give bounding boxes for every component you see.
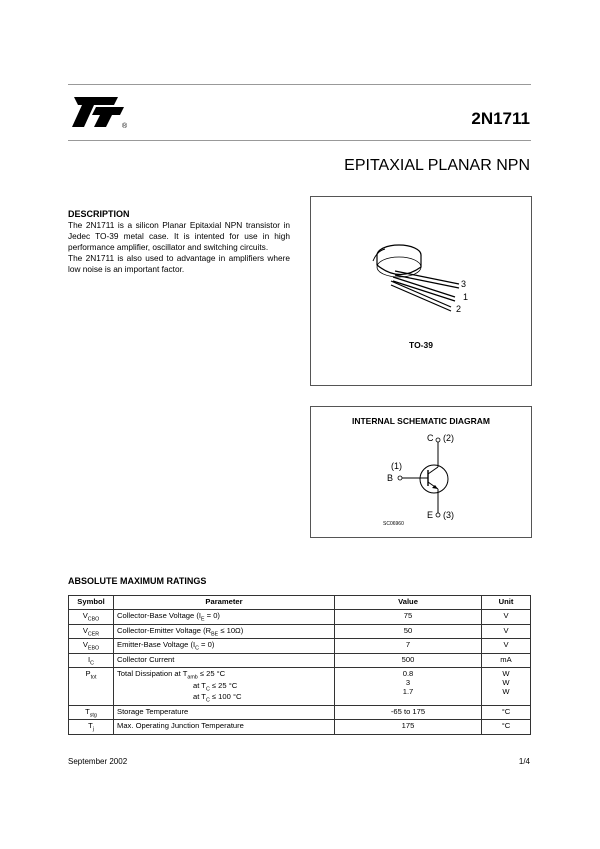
symbol-cell: $T_{stg}$ — [69, 705, 114, 720]
unit-cell: °C — [482, 720, 531, 735]
col-header-symbol: Symbol — [69, 596, 114, 610]
unit-cell: V — [482, 624, 531, 639]
value-cell: -65 to 175 — [335, 705, 482, 720]
value-cell: 500 — [335, 653, 482, 668]
value-cell: 175 — [335, 720, 482, 735]
top-rule — [68, 84, 531, 85]
package-box — [310, 196, 532, 386]
col-header-unit: Unit — [482, 596, 531, 610]
unit-cell: mA — [482, 653, 531, 668]
device-subtitle: EPITAXIAL PLANAR NPN — [344, 157, 530, 174]
st-logo — [68, 95, 130, 131]
svg-text:®: ® — [122, 123, 128, 130]
description-paragraph: The 2N1711 is also used to advantage in amplifiers where low noise is an important factor. — [68, 253, 290, 274]
dissipation-line: at $T_C \le 100$ °C — [193, 692, 242, 704]
package-label: TO-39 — [409, 340, 433, 350]
pin-label: 1 — [463, 292, 469, 302]
unit-cell: °C — [482, 705, 531, 720]
page-number: 1/4 — [518, 757, 530, 766]
symbol-cell: $V_{CBO}$ — [69, 610, 114, 625]
symbol-cell: $I_C$ — [69, 653, 114, 668]
part-number: 2N1711 — [471, 109, 530, 128]
emitter-label: E — [427, 510, 434, 520]
emitter-pin: (3) — [443, 510, 454, 520]
pin-label: 2 — [456, 304, 462, 314]
unit-cell: W W W — [482, 668, 531, 706]
dissipation-line: Total Dissipation at $T_{amb} \le 25$ °C — [117, 669, 226, 681]
base-label: B — [387, 473, 394, 483]
ratings-heading: ABSOLUTE MAXIMUM RATINGS — [68, 576, 207, 586]
col-header-parameter: Parameter — [114, 596, 335, 610]
parameter-cell — [114, 668, 335, 706]
symbol-cell: $T_j$ — [69, 720, 114, 735]
description-paragraph: The 2N1711 is a silicon Planar Epitaxial NPN transistor in Jedec TO-39 metal case. It is intented for use in high performance amplifier, oscillator and switching circuits. — [68, 220, 290, 252]
parameter-cell: Collector Current — [114, 653, 335, 668]
npn-transistor-icon — [311, 407, 531, 537]
unit-cell: V — [482, 639, 531, 654]
table-row — [69, 653, 531, 668]
to39-package-icon — [311, 197, 531, 347]
parameter-cell: Max. Operating Junction Temperature — [114, 720, 335, 735]
schematic-box — [310, 406, 532, 538]
header-rule — [68, 140, 531, 141]
col-header-value: Value — [335, 596, 482, 610]
drawing-code: SC06960 — [383, 521, 404, 527]
table-row — [69, 610, 531, 625]
unit-cell: V — [482, 610, 531, 625]
table-row — [69, 668, 531, 706]
symbol-cell: $V_{EBO}$ — [69, 639, 114, 654]
base-pin: (1) — [391, 461, 402, 471]
parameter-cell: Emitter-Base Voltage $(I_C = 0)$ — [114, 639, 335, 654]
table-row — [69, 720, 531, 735]
value-cell: 7 — [335, 639, 482, 654]
description-heading: DESCRIPTION — [68, 209, 130, 219]
parameter-cell: Collector-Emitter Voltage $(R_{BE} \le 10\Omega)$ — [114, 624, 335, 639]
table-row — [69, 639, 531, 654]
value-cell: 75 — [335, 610, 482, 625]
table-row — [69, 705, 531, 720]
value-cell: 50 — [335, 624, 482, 639]
parameter-cell: Collector-Base Voltage $(I_E = 0)$ — [114, 610, 335, 625]
footer-date: September 2002 — [68, 757, 128, 766]
ratings-table — [68, 595, 531, 735]
table-header-row — [69, 596, 531, 610]
collector-pin: (2) — [443, 433, 454, 443]
dissipation-line: at $T_C \le 25$ °C — [193, 680, 238, 693]
symbol-cell: $P_{tot}$ — [69, 668, 114, 706]
schematic-title: INTERNAL SCHEMATIC DIAGRAM — [351, 416, 491, 426]
description-text — [68, 220, 290, 275]
symbol-cell: $V_{CER}$ — [69, 624, 114, 639]
pin-label: 3 — [461, 279, 467, 289]
table-row — [69, 624, 531, 639]
parameter-cell: Storage Temperature — [114, 705, 335, 720]
collector-label: C — [427, 433, 434, 443]
value-cell: 0.8 3 1.7 — [335, 668, 482, 706]
